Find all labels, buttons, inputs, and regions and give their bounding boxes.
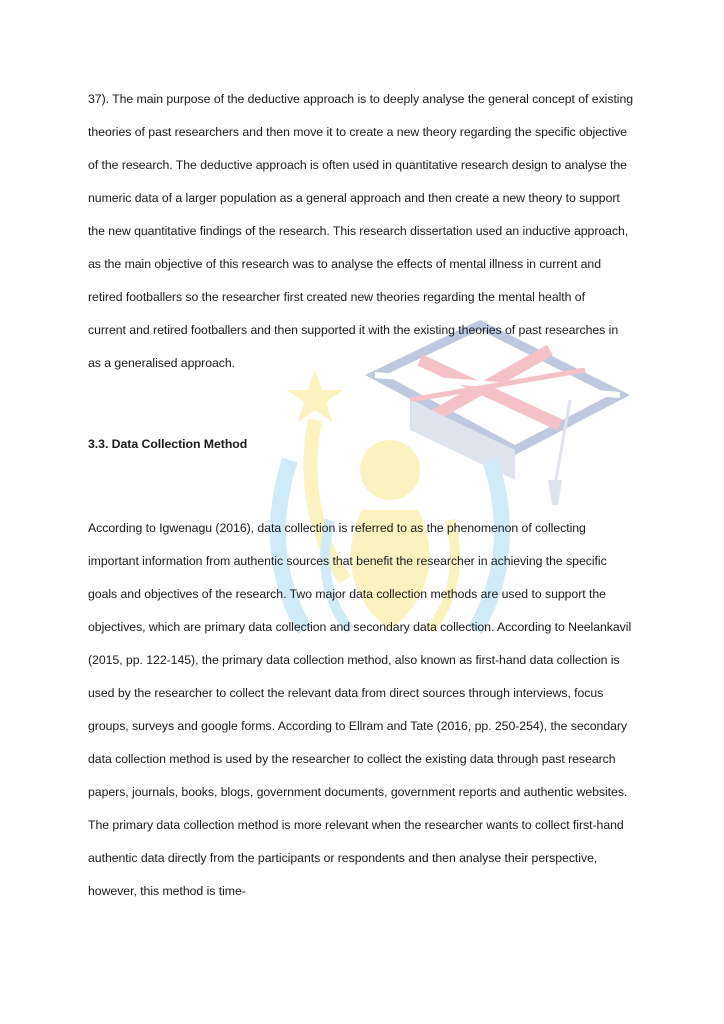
paragraph-line: authentic data directly from the participants or respondents and then analyse their perspective, xyxy=(88,851,598,865)
star-icon xyxy=(287,370,343,422)
paragraph-line: data collection method is used by the researcher to collect the existing data through past research xyxy=(88,752,616,766)
paragraph-line: groups, surveys and google forms. According to Ellram and Tate (2016, pp. 250-254), the secondary xyxy=(88,719,628,733)
paragraph-line: used by the researcher to collect the relevant data from direct sources through interviews, focus xyxy=(88,686,604,700)
paragraph-line: retired footballers so the researcher first created new theories regarding the mental health of xyxy=(88,290,585,304)
paragraph-line: numeric data of a larger population as a general approach and then create a new theory to support xyxy=(88,191,620,205)
paragraph-line: goals and objectives of the research. Two major data collection methods are used to support the xyxy=(88,587,606,601)
paragraph-line: objectives, which are primary data collection and secondary data collection. According to Neelankavil xyxy=(88,620,632,634)
paragraph-line: as the main objective of this research was to analyse the effects of mental illness in current and xyxy=(88,257,601,271)
paragraph-line: papers, journals, books, blogs, government documents, government reports and authentic websites. xyxy=(88,785,628,799)
paragraph-line: theories of past researchers and then move it to create a new theory regarding the specific objective xyxy=(88,125,628,139)
paragraph-line: According to Igwenagu (2016), data collection is referred to as the phenomenon of collecting xyxy=(88,521,586,535)
paragraph-line: of the research. The deductive approach is often used in quantitative research design to analyse the xyxy=(88,158,627,172)
section-heading: 3.3. Data Collection Method xyxy=(88,437,248,451)
paragraph-line: current and retired footballers and then supported it with the existing theories of past researches in xyxy=(88,323,619,337)
paragraph-line: however, this method is time- xyxy=(88,884,246,898)
paragraph-line: as a generalised approach. xyxy=(88,356,236,370)
paragraph-line: the new quantitative findings of the research. This research dissertation used an inductive approach, xyxy=(88,224,629,238)
paragraph-line: 37). The main purpose of the deductive approach is to deeply analyse the general concept of existing xyxy=(88,92,634,106)
graduation-cap-icon xyxy=(365,320,630,505)
paragraph-line: (2015, pp. 122-145), the primary data collection method, also known as first-hand data collection is xyxy=(88,653,620,667)
paragraph-line: The primary data collection method is more relevant when the researcher wants to collect first-hand xyxy=(88,818,624,832)
paragraph-line: important information from authentic sources that benefit the researcher in achieving the specific xyxy=(88,554,607,568)
